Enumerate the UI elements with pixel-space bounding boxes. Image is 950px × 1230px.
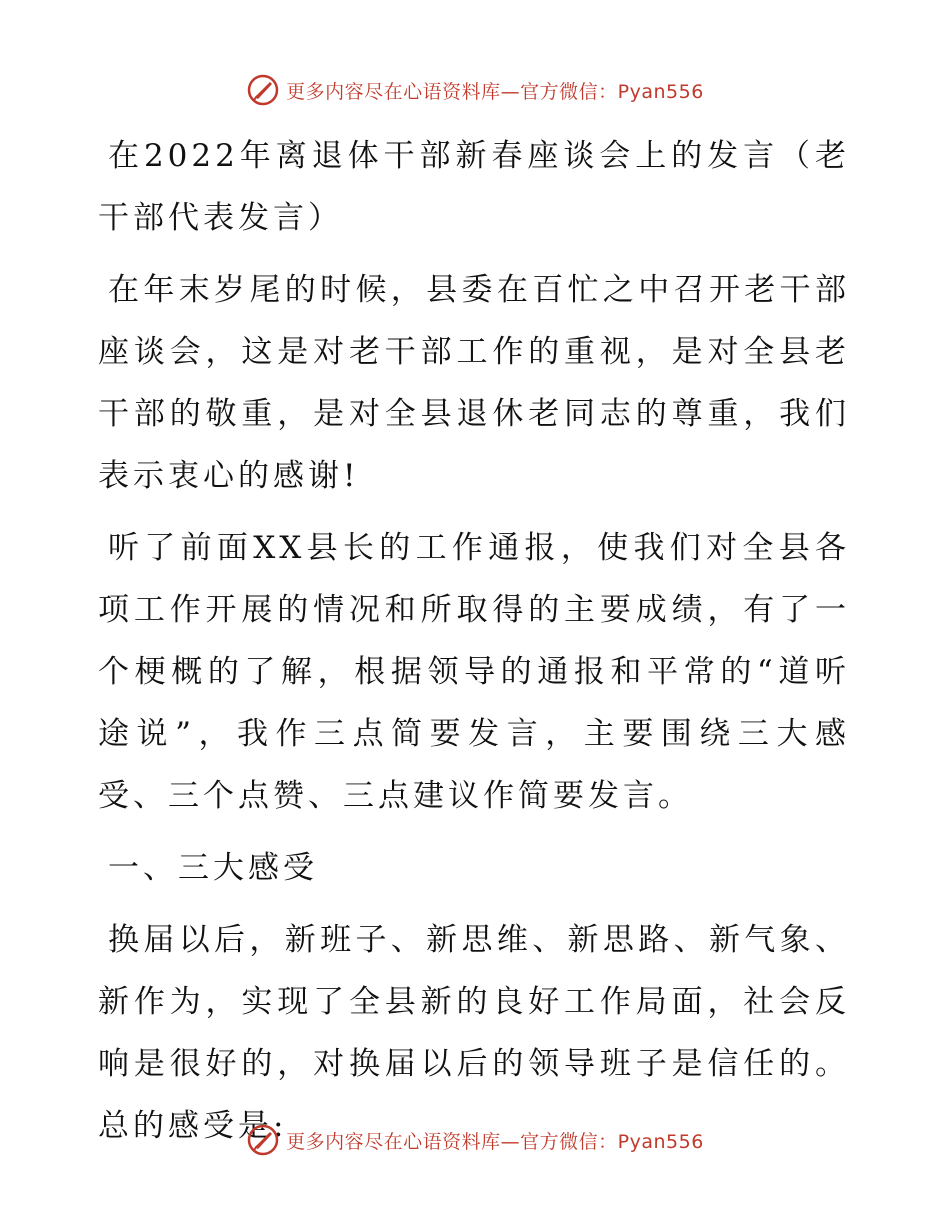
document-body	[98, 125, 850, 1167]
watermark-footer	[0, 1120, 950, 1160]
paragraph: 换届以后，新班子、新思维、新思路、新气象、新作为，实现了全县新的良好工作局面，社会反响是很好的，对换届以后的领导班子是信任的。总的感受是:	[98, 922, 850, 1144]
document-title: 在2022年离退体干部新春座谈会上的发言（老干部代表发言）	[98, 138, 850, 236]
section-heading: 一、三大感受	[108, 850, 318, 886]
paragraph: 听了前面XX县长的工作通报，使我们对全县各项工作开展的情况和所取得的主要成绩，有了一个梗概的了解，根据领导的通报和平常的“道听途说”，我作三点简要发言，主要围绕三大感受、三个点赞、三点建议作简要发言。	[98, 530, 850, 814]
quill-logo-icon	[246, 1123, 280, 1157]
watermark-text: 更多内容尽在心语资料库—官方微信：Pyan556	[286, 80, 704, 103]
watermark-header	[0, 70, 950, 110]
watermark-text: 更多内容尽在心语资料库—官方微信：Pyan556	[286, 1130, 704, 1153]
paragraph: 在年末岁尾的时候，县委在百忙之中召开老干部座谈会，这是对老干部工作的重视，是对全县老干部的敬重，是对全县退休老同志的尊重，我们表示衷心的感谢!	[98, 272, 850, 494]
quill-logo-icon	[246, 73, 280, 107]
